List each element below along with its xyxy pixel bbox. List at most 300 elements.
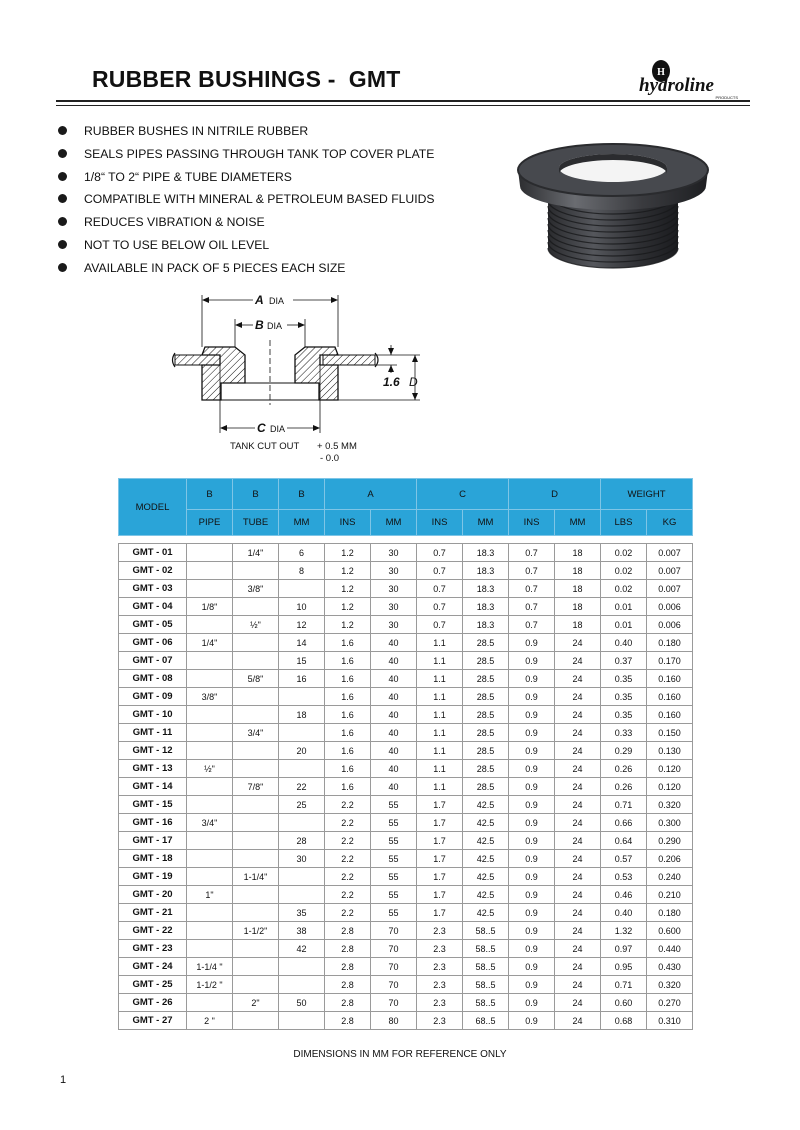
table-cell: 8: [279, 562, 325, 580]
table-cell: 24: [555, 976, 601, 994]
model-cell: GMT - 02: [119, 562, 187, 580]
subheader-cell: INS: [325, 510, 371, 536]
table-cell: 1.6: [325, 742, 371, 760]
table-cell: [279, 760, 325, 778]
table-cell: 24: [555, 868, 601, 886]
table-row: [119, 580, 693, 598]
table-cell: 12: [279, 616, 325, 634]
table-cell: 38: [279, 922, 325, 940]
hydroline-logo: [632, 56, 750, 102]
table-row: [119, 832, 693, 850]
table-cell: 1.2: [325, 598, 371, 616]
table-cell: 1.6: [325, 760, 371, 778]
table-cell: [279, 814, 325, 832]
table-cell: 2.3: [417, 922, 463, 940]
table-row: [119, 706, 693, 724]
table-row: [119, 670, 693, 688]
subheader-cell: INS: [509, 510, 555, 536]
table-cell: 0.160: [647, 670, 693, 688]
table-cell: 0.35: [601, 688, 647, 706]
table-cell: 42: [279, 940, 325, 958]
table-cell: 18: [555, 562, 601, 580]
table-cell: [233, 1012, 279, 1030]
table-cell: 0.120: [647, 760, 693, 778]
table-cell: 0.68: [601, 1012, 647, 1030]
table-cell: [187, 922, 233, 940]
table-cell: 0.97: [601, 940, 647, 958]
table-cell: 40: [371, 724, 417, 742]
table-cell: 68..5: [463, 1012, 509, 1030]
table-cell: 58..5: [463, 976, 509, 994]
table-cell: 24: [555, 670, 601, 688]
table-cell: [187, 796, 233, 814]
table-cell: 42.5: [463, 796, 509, 814]
table-row: [119, 598, 693, 616]
table-cell: 0.02: [601, 580, 647, 598]
table-cell: 1.7: [417, 832, 463, 850]
column-header-d: D: [509, 479, 601, 510]
table-cell: 30: [371, 544, 417, 562]
table-cell: 1/4": [187, 634, 233, 652]
tolerance-minus: - 0.0: [320, 453, 340, 464]
subheader-cell: MM: [279, 510, 325, 536]
table-cell: 0.64: [601, 832, 647, 850]
table-cell: 0.7: [509, 616, 555, 634]
table-body: [119, 544, 693, 1030]
table-cell: 0.7: [417, 598, 463, 616]
table-cell: 0.150: [647, 724, 693, 742]
table-cell: 18.3: [463, 598, 509, 616]
model-cell: GMT - 04: [119, 598, 187, 616]
model-cell: GMT - 17: [119, 832, 187, 850]
dimension-a-label: DIA: [269, 296, 285, 306]
table-row: [119, 904, 693, 922]
footer-note: DIMENSIONS IN MM FOR REFERENCE ONLY: [293, 1049, 507, 1060]
table-cell: 28: [279, 832, 325, 850]
table-cell: 1.1: [417, 778, 463, 796]
subheader-cell: MM: [555, 510, 601, 536]
table-cell: 2.8: [325, 976, 371, 994]
table-cell: 2.8: [325, 994, 371, 1012]
table-cell: 24: [555, 760, 601, 778]
subheader-cell: MM: [463, 510, 509, 536]
table-cell: 0.7: [509, 580, 555, 598]
table-cell: 0.310: [647, 1012, 693, 1030]
model-cell: GMT - 09: [119, 688, 187, 706]
table-cell: 1/8": [187, 598, 233, 616]
table-cell: 2.8: [325, 922, 371, 940]
table-cell: 0.320: [647, 976, 693, 994]
table-cell: 55: [371, 796, 417, 814]
table-cell: 0.40: [601, 904, 647, 922]
table-cell: [233, 958, 279, 976]
table-cell: 1.6: [325, 634, 371, 652]
table-cell: 42.5: [463, 832, 509, 850]
column-header-weight: WEIGHT: [601, 479, 693, 510]
header-rule-thin: [56, 105, 750, 106]
table-cell: 40: [371, 742, 417, 760]
table-cell: 0.53: [601, 868, 647, 886]
table-cell: 3/4": [187, 814, 233, 832]
table-cell: [233, 814, 279, 832]
table-cell: 15: [279, 652, 325, 670]
table-cell: 40: [371, 778, 417, 796]
table-cell: 3/8": [187, 688, 233, 706]
bullet-icon: [58, 217, 67, 226]
table-cell: 1.1: [417, 688, 463, 706]
table-cell: 0.9: [509, 1012, 555, 1030]
table-cell: 0.9: [509, 814, 555, 832]
table-cell: 7/8": [233, 778, 279, 796]
table-cell: 70: [371, 940, 417, 958]
table-cell: 58..5: [463, 994, 509, 1012]
table-cell: 0.9: [509, 994, 555, 1012]
model-cell: GMT - 24: [119, 958, 187, 976]
table-cell: 0.600: [647, 922, 693, 940]
model-cell: GMT - 15: [119, 796, 187, 814]
table-cell: 6: [279, 544, 325, 562]
table-cell: 0.9: [509, 652, 555, 670]
table-cell: [187, 742, 233, 760]
table-cell: 0.35: [601, 706, 647, 724]
table-cell: [279, 868, 325, 886]
table-cell: 30: [371, 616, 417, 634]
table-cell: 1.1: [417, 652, 463, 670]
model-cell: GMT - 26: [119, 994, 187, 1012]
table-cell: 1/4": [233, 544, 279, 562]
table-cell: 55: [371, 886, 417, 904]
table-cell: 1-1/4 ": [187, 958, 233, 976]
table-cell: 2.3: [417, 958, 463, 976]
table-row: [119, 994, 693, 1012]
table-subheader-row: [119, 510, 693, 536]
table-cell: 0.180: [647, 634, 693, 652]
table-cell: [187, 706, 233, 724]
table-cell: 1.2: [325, 544, 371, 562]
table-cell: 24: [555, 940, 601, 958]
table-cell: 0.9: [509, 886, 555, 904]
dimension-d-letter: D: [409, 375, 418, 389]
model-cell: GMT - 05: [119, 616, 187, 634]
table-row: [119, 634, 693, 652]
model-cell: GMT - 11: [119, 724, 187, 742]
table-cell: 1.7: [417, 796, 463, 814]
table-cell: 0.7: [509, 598, 555, 616]
table-cell: 0.9: [509, 760, 555, 778]
table-cell: 0.430: [647, 958, 693, 976]
table-cell: 1.6: [325, 688, 371, 706]
table-cell: 0.7: [417, 562, 463, 580]
table-row: [119, 850, 693, 868]
tolerance-plus: + 0.5 MM: [317, 441, 357, 452]
table-cell: 2.2: [325, 850, 371, 868]
table-cell: 0.270: [647, 994, 693, 1012]
table-cell: 28.5: [463, 706, 509, 724]
model-cell: GMT - 22: [119, 922, 187, 940]
table-cell: 2.2: [325, 832, 371, 850]
table-row: [119, 922, 693, 940]
table-cell: 1": [187, 886, 233, 904]
table-cell: 58..5: [463, 940, 509, 958]
dimension-c-letter: C: [257, 421, 266, 435]
table-cell: 0.7: [417, 580, 463, 598]
table-cell: 0.35: [601, 670, 647, 688]
table-cell: 70: [371, 976, 417, 994]
table-cell: 0.9: [509, 958, 555, 976]
table-cell: 24: [555, 724, 601, 742]
table-cell: [233, 760, 279, 778]
table-cell: 0.57: [601, 850, 647, 868]
table-cell: [187, 850, 233, 868]
table-cell: 0.180: [647, 904, 693, 922]
table-cell: 1-1/4": [233, 868, 279, 886]
table-cell: 0.007: [647, 544, 693, 562]
table-cell: [187, 940, 233, 958]
table-cell: 5/8": [233, 670, 279, 688]
dimension-b-label: DIA: [267, 321, 283, 331]
table-cell: 0.9: [509, 688, 555, 706]
column-header-model: MODEL: [119, 479, 187, 536]
bullet-icon: [58, 194, 67, 203]
table-row: [119, 742, 693, 760]
table-row: [119, 688, 693, 706]
table-cell: 16: [279, 670, 325, 688]
table-cell: [279, 976, 325, 994]
table-cell: 28.5: [463, 760, 509, 778]
table-cell: 24: [555, 652, 601, 670]
table-cell: 2.3: [417, 1012, 463, 1030]
table-cell: 0.170: [647, 652, 693, 670]
table-row: [119, 544, 693, 562]
table-cell: 1.6: [325, 706, 371, 724]
table-cell: 1.7: [417, 868, 463, 886]
table-cell: 1.6: [325, 724, 371, 742]
table-cell: 0.160: [647, 706, 693, 724]
table-row: [119, 760, 693, 778]
table-cell: 70: [371, 922, 417, 940]
subheader-cell: PIPE: [187, 510, 233, 536]
svg-text:H: H: [657, 67, 665, 78]
table-row: [119, 886, 693, 904]
table-cell: 28.5: [463, 652, 509, 670]
table-cell: 40: [371, 706, 417, 724]
table-row: [119, 562, 693, 580]
table-cell: [233, 976, 279, 994]
table-cell: 0.37: [601, 652, 647, 670]
table-cell: 28.5: [463, 742, 509, 760]
table-cell: 0.9: [509, 724, 555, 742]
subheader-cell: TUBE: [233, 510, 279, 536]
table-cell: 18.3: [463, 544, 509, 562]
table-cell: 24: [555, 634, 601, 652]
table-cell: 1.2: [325, 580, 371, 598]
table-row: [119, 958, 693, 976]
table-cell: 0.01: [601, 598, 647, 616]
table-cell: 40: [371, 670, 417, 688]
table-cell: 0.130: [647, 742, 693, 760]
table-cell: 24: [555, 994, 601, 1012]
logo-text: hydroline: [639, 75, 714, 96]
table-cell: [187, 580, 233, 598]
spec-table-container: [118, 478, 693, 1030]
table-cell: 1.1: [417, 760, 463, 778]
table-cell: 0.02: [601, 562, 647, 580]
table-cell: 24: [555, 886, 601, 904]
table-cell: 1.6: [325, 652, 371, 670]
table-cell: 0.01: [601, 616, 647, 634]
column-header-b-mm: B: [279, 479, 325, 510]
column-header-a: A: [325, 479, 417, 510]
table-cell: 1.6: [325, 778, 371, 796]
table-cell: 2.3: [417, 994, 463, 1012]
table-cell: 28.5: [463, 778, 509, 796]
table-cell: 2.8: [325, 958, 371, 976]
table-cell: [187, 868, 233, 886]
table-cell: 0.7: [509, 562, 555, 580]
table-cell: 18: [555, 616, 601, 634]
table-cell: [187, 670, 233, 688]
table-cell: 18.3: [463, 580, 509, 598]
model-cell: GMT - 19: [119, 868, 187, 886]
bullet-icon: [58, 240, 67, 249]
table-cell: 0.9: [509, 706, 555, 724]
table-cell: 0.9: [509, 796, 555, 814]
table-cell: 1-1/2": [233, 922, 279, 940]
table-cell: 2.3: [417, 940, 463, 958]
model-cell: GMT - 12: [119, 742, 187, 760]
table-cell: [279, 958, 325, 976]
table-row: [119, 814, 693, 832]
table-cell: 0.26: [601, 760, 647, 778]
feature-item: REDUCES VIBRATION & NOISE: [58, 212, 435, 235]
table-cell: 24: [555, 814, 601, 832]
table-cell: 55: [371, 868, 417, 886]
table-cell: ½": [233, 616, 279, 634]
table-cell: 42.5: [463, 904, 509, 922]
model-cell: GMT - 27: [119, 1012, 187, 1030]
table-cell: 1.7: [417, 904, 463, 922]
header-rule: [56, 100, 750, 102]
table-cell: 24: [555, 850, 601, 868]
table-cell: 0.7: [417, 616, 463, 634]
model-cell: GMT - 18: [119, 850, 187, 868]
table-cell: 0.9: [509, 670, 555, 688]
column-header-c: C: [417, 479, 509, 510]
table-cell: 24: [555, 904, 601, 922]
dimension-a-letter: A: [255, 293, 264, 307]
table-cell: 0.02: [601, 544, 647, 562]
table-cell: 18.3: [463, 562, 509, 580]
table-cell: 1.7: [417, 886, 463, 904]
table-cell: 1.1: [417, 742, 463, 760]
table-cell: [187, 778, 233, 796]
table-cell: 0.9: [509, 634, 555, 652]
table-cell: 55: [371, 850, 417, 868]
table-cell: 1.1: [417, 634, 463, 652]
table-cell: [233, 706, 279, 724]
table-cell: 18.3: [463, 616, 509, 634]
table-cell: 24: [555, 778, 601, 796]
table-cell: 24: [555, 742, 601, 760]
table-cell: [187, 904, 233, 922]
table-cell: 0.006: [647, 616, 693, 634]
table-cell: [233, 796, 279, 814]
table-cell: 2.8: [325, 940, 371, 958]
table-cell: 24: [555, 922, 601, 940]
table-cell: 0.9: [509, 922, 555, 940]
table-cell: 58..5: [463, 958, 509, 976]
bullet-icon: [58, 263, 67, 272]
table-cell: 42.5: [463, 886, 509, 904]
table-cell: 0.006: [647, 598, 693, 616]
table-cell: 55: [371, 832, 417, 850]
page-number: 1: [60, 1074, 67, 1086]
table-cell: 2.2: [325, 904, 371, 922]
table-cell: 30: [279, 850, 325, 868]
table-cell: 55: [371, 904, 417, 922]
table-row: [119, 724, 693, 742]
table-cell: [187, 616, 233, 634]
table-cell: 0.26: [601, 778, 647, 796]
model-cell: GMT - 10: [119, 706, 187, 724]
table-row: [119, 868, 693, 886]
table-cell: 2": [233, 994, 279, 1012]
table-cell: 0.320: [647, 796, 693, 814]
table-cell: ½": [187, 760, 233, 778]
model-cell: GMT - 23: [119, 940, 187, 958]
model-cell: GMT - 03: [119, 580, 187, 598]
table-cell: 0.71: [601, 976, 647, 994]
model-cell: GMT - 01: [119, 544, 187, 562]
table-cell: 1.1: [417, 670, 463, 688]
feature-item: SEALS PIPES PASSING THROUGH TANK TOP COVER PLATE: [58, 144, 435, 167]
table-cell: 0.9: [509, 868, 555, 886]
table-cell: 0.210: [647, 886, 693, 904]
table-cell: 0.9: [509, 940, 555, 958]
column-header-b-pipe: B: [187, 479, 233, 510]
table-cell: [279, 1012, 325, 1030]
table-cell: 30: [371, 598, 417, 616]
table-cell: 24: [555, 706, 601, 724]
table-cell: 70: [371, 994, 417, 1012]
table-cell: [233, 850, 279, 868]
table-cell: 0.71: [601, 796, 647, 814]
table-cell: [233, 598, 279, 616]
cross-section-drawing: [165, 285, 435, 470]
table-row: [119, 1012, 693, 1030]
tank-cut-out-label: TANK CUT OUT: [230, 441, 300, 452]
table-cell: 2.2: [325, 886, 371, 904]
table-cell: 1.32: [601, 922, 647, 940]
table-cell: [233, 742, 279, 760]
table-cell: 40: [371, 652, 417, 670]
bullet-icon: [58, 126, 67, 135]
feature-list: [58, 121, 435, 281]
table-cell: [233, 904, 279, 922]
table-cell: 0.240: [647, 868, 693, 886]
table-cell: [187, 994, 233, 1012]
table-cell: 0.40: [601, 634, 647, 652]
table-row: [119, 616, 693, 634]
subheader-cell: KG: [647, 510, 693, 536]
table-cell: 28.5: [463, 724, 509, 742]
table-cell: 22: [279, 778, 325, 796]
table-cell: 42.5: [463, 850, 509, 868]
table-cell: [279, 688, 325, 706]
feature-item: NOT TO USE BELOW OIL LEVEL: [58, 235, 435, 258]
table-cell: 1.6: [325, 670, 371, 688]
table-cell: 25: [279, 796, 325, 814]
